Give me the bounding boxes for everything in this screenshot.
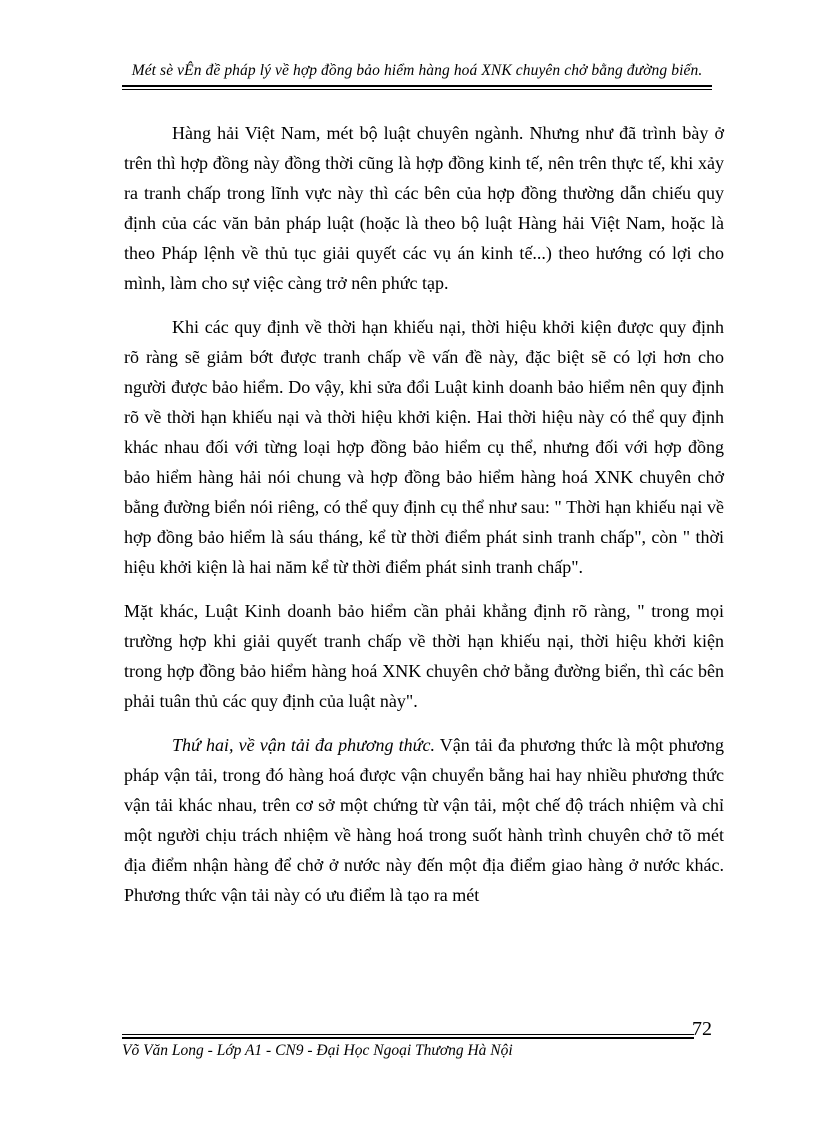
paragraph-2: Khi các quy định về thời hạn khiếu nại, thời hiệu khởi kiện được quy định rõ ràng sẽ giảm bớt được tranh chấp về vấn đề này, đặc biệt sẽ có lợi hơn cho người được bảo hiểm. Do vậy, khi sửa đổi Luật kinh doanh bảo hiểm nên quy định rõ về thời hạn khiếu nại và thời hiệu khởi kiện. Hai thời hiệu này có thể quy định khác nhau đối với từng loại hợp đồng bảo hiểm cụ thể, nhưng đối với hợp đồng bảo hiểm hàng hải nói chung và hợp đồng bảo hiểm hàng hoá XNK chuyên chở bằng đường biển nói riêng, có thể quy định cụ thể như sau: " Thời hạn khiếu nại về hợp đồng bảo hiểm là sáu tháng, kể từ thời điểm phát sinh tranh chấp", còn " thời hiệu khởi kiện là hai năm kể từ thời điểm phát sinh tranh chấp". [124,317,724,577]
header-rule-thin [122,89,712,90]
footer-rule-thick [122,1037,694,1039]
page-header [122,62,712,90]
header-title: Mét sè vÊn đề pháp lý về hợp đồng bảo hiểm hàng hoá XNK chuyên chở bằng đường biển. [131,62,703,79]
paragraph-3: Mặt khác, Luật Kinh doanh bảo hiểm cần phải khẳng định rõ ràng, " trong mọi trường hợp khi giải quyết tranh chấp về thời hạn khiếu nại, thời hiệu khởi kiện trong hợp đồng bảo hiểm hàng hoá XNK chuyên chở bằng đường biển, thì các bên phải tuân thủ các quy định của luật này". [124,601,724,711]
footer-rules [122,1034,694,1039]
page-number: 72 [692,1018,712,1040]
paragraph-4-lead: Thứ hai, về vận tải đa phương thức. [172,735,435,755]
page-body [124,118,724,924]
paragraph-4 [124,730,724,910]
paragraph-4-text: Vận tải đa phương thức là một phương pháp vận tải, trong đó hàng hoá được vận chuyển bằng hai hay nhiều phương thức vận tải khác nhau, trên cơ sở một chứng từ vận tải, một chế độ trách nhiệm và chỉ một người chịu trách nhiệm về hàng hoá trong suốt hành trình chuyên chở tõ mét địa điểm nhận hàng để chở ở nước này đến một địa điểm giao hàng ở nước khác. Phương thức vận tải này có ưu điểm là tạo ra mét [124,735,724,905]
footer-author: Võ Văn Long - Lớp A1 - CN9 - Đại Học Ngoại Thương Hà Nội [122,1042,513,1059]
footer-rule-thin [122,1034,694,1035]
header-rule-thick [122,85,712,87]
paragraph-1: Hàng hải Việt Nam, mét bộ luật chuyên ngành. Nhưng như đã trình bày ở trên thì hợp đồng này đồng thời cũng là hợp đồng kinh tế, nên trên thực tế, khi xảy ra tranh chấp trong lĩnh vực này thì các bên của hợp đồng thường dẫn chiếu quy định của các văn bản pháp luật (hoặc là theo bộ luật Hàng hải Việt Nam, hoặc là theo Pháp lệnh về thủ tục giải quyết các vụ án kinh tế...) theo hướng có lợi cho mình, làm cho sự việc càng trở nên phức tạp. [124,123,724,293]
